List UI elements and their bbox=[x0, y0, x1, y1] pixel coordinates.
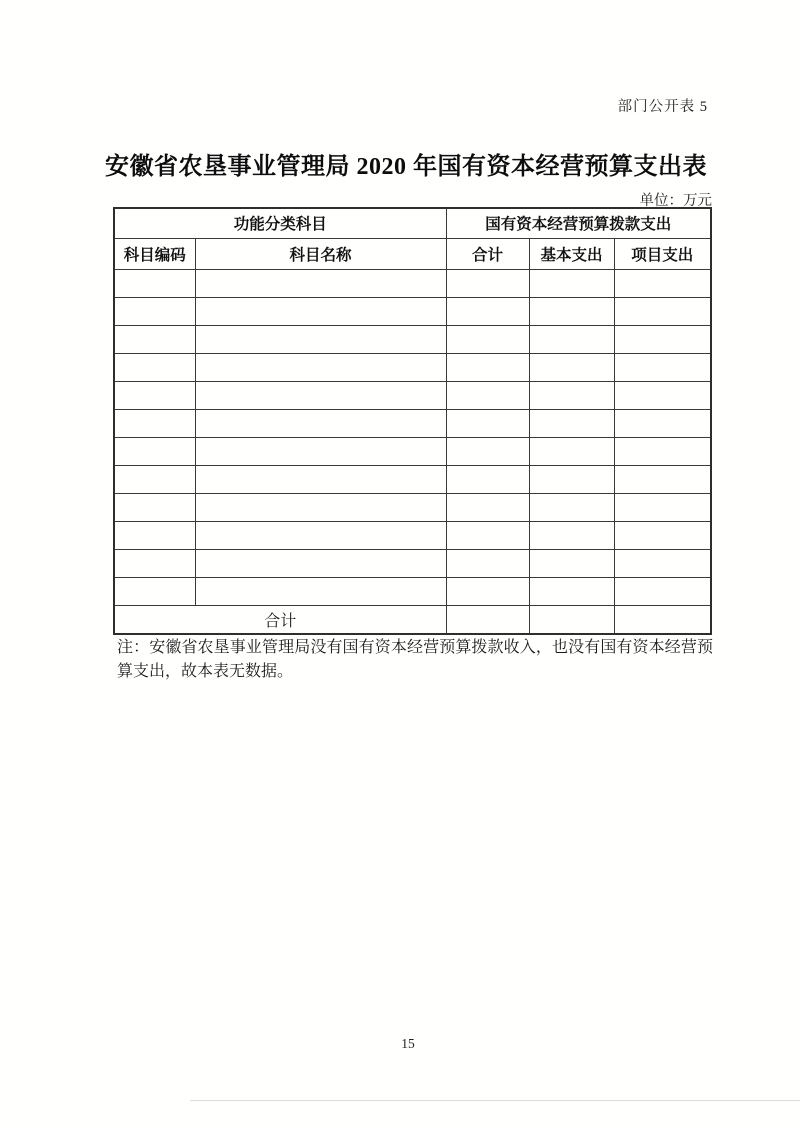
empty-cell bbox=[529, 269, 614, 297]
header-function-category: 功能分类科目 bbox=[114, 208, 446, 238]
empty-cell bbox=[614, 381, 711, 409]
empty-cell bbox=[114, 409, 195, 437]
empty-cell bbox=[614, 297, 711, 325]
table-row bbox=[114, 521, 711, 549]
empty-cell bbox=[446, 521, 529, 549]
empty-cell bbox=[529, 353, 614, 381]
empty-cell bbox=[614, 549, 711, 577]
footnote: 注：安徽省农垦事业管理局没有国有资本经营预算拨款收入，也没有国有资本经营预算支出，故本表无数据。 bbox=[117, 639, 713, 680]
total-cell-project bbox=[614, 605, 711, 634]
empty-cell bbox=[446, 297, 529, 325]
empty-cell bbox=[529, 437, 614, 465]
empty-cell bbox=[114, 437, 195, 465]
table-row bbox=[114, 549, 711, 577]
empty-cell bbox=[529, 465, 614, 493]
column-header-subject-code: 科目编码 bbox=[114, 238, 195, 269]
empty-cell bbox=[614, 521, 711, 549]
empty-cell bbox=[446, 549, 529, 577]
empty-cell bbox=[195, 269, 446, 297]
total-row-label: 合计 bbox=[114, 605, 446, 634]
empty-cell bbox=[529, 325, 614, 353]
empty-cell bbox=[446, 269, 529, 297]
table-row bbox=[114, 465, 711, 493]
column-header-project-expenditure: 项目支出 bbox=[614, 238, 711, 269]
empty-cell bbox=[195, 465, 446, 493]
empty-cell bbox=[195, 577, 446, 605]
table-row bbox=[114, 493, 711, 521]
table-row bbox=[114, 437, 711, 465]
empty-cell bbox=[195, 381, 446, 409]
table-row bbox=[114, 325, 711, 353]
empty-cell bbox=[446, 353, 529, 381]
empty-cell bbox=[446, 325, 529, 353]
empty-cell bbox=[529, 521, 614, 549]
empty-cell bbox=[529, 297, 614, 325]
empty-cell bbox=[614, 437, 711, 465]
total-row bbox=[114, 605, 711, 634]
table-row bbox=[114, 269, 711, 297]
empty-cell bbox=[446, 493, 529, 521]
empty-cell bbox=[114, 493, 195, 521]
empty-cell bbox=[195, 437, 446, 465]
empty-cell bbox=[114, 325, 195, 353]
empty-cell bbox=[195, 409, 446, 437]
empty-cell bbox=[114, 577, 195, 605]
empty-cell bbox=[114, 381, 195, 409]
budget-table bbox=[113, 207, 712, 635]
table-row bbox=[114, 381, 711, 409]
column-header-subject-name: 科目名称 bbox=[195, 238, 446, 269]
empty-cell bbox=[446, 577, 529, 605]
empty-cell bbox=[529, 577, 614, 605]
empty-cell bbox=[614, 325, 711, 353]
empty-cell bbox=[195, 297, 446, 325]
empty-cell bbox=[446, 465, 529, 493]
table-row bbox=[114, 577, 711, 605]
total-cell-total bbox=[446, 605, 529, 634]
empty-cell bbox=[114, 297, 195, 325]
empty-cell bbox=[195, 521, 446, 549]
table-row bbox=[114, 297, 711, 325]
header-budget-appropriation-expenditure: 国有资本经营预算拨款支出 bbox=[446, 208, 711, 238]
scan-artifact-line bbox=[190, 1100, 800, 1101]
empty-cell bbox=[446, 437, 529, 465]
empty-cell bbox=[114, 465, 195, 493]
table-body bbox=[114, 269, 711, 605]
empty-cell bbox=[114, 353, 195, 381]
total-cell-basic bbox=[529, 605, 614, 634]
empty-cell bbox=[529, 549, 614, 577]
header-group-row bbox=[114, 208, 711, 238]
empty-cell bbox=[114, 521, 195, 549]
page-title: 安徽省农垦事业管理局 2020 年国有资本经营预算支出表 bbox=[105, 154, 707, 180]
empty-cell bbox=[446, 409, 529, 437]
table-row bbox=[114, 353, 711, 381]
empty-cell bbox=[614, 577, 711, 605]
empty-cell bbox=[114, 269, 195, 297]
empty-cell bbox=[195, 353, 446, 381]
empty-cell bbox=[195, 549, 446, 577]
empty-cell bbox=[614, 269, 711, 297]
header-columns-row bbox=[114, 238, 711, 269]
empty-cell bbox=[446, 381, 529, 409]
empty-cell bbox=[614, 493, 711, 521]
empty-cell bbox=[529, 409, 614, 437]
corner-label: 部门公开表 5 bbox=[617, 99, 708, 115]
empty-cell bbox=[114, 549, 195, 577]
page-number: 15 bbox=[401, 1036, 415, 1051]
empty-cell bbox=[195, 493, 446, 521]
table-row bbox=[114, 409, 711, 437]
column-header-basic-expenditure: 基本支出 bbox=[529, 238, 614, 269]
empty-cell bbox=[195, 325, 446, 353]
empty-cell bbox=[529, 381, 614, 409]
column-header-total: 合计 bbox=[446, 238, 529, 269]
empty-cell bbox=[614, 353, 711, 381]
empty-cell bbox=[614, 409, 711, 437]
empty-cell bbox=[614, 465, 711, 493]
empty-cell bbox=[529, 493, 614, 521]
unit-label: 单位：万元 bbox=[639, 193, 712, 209]
